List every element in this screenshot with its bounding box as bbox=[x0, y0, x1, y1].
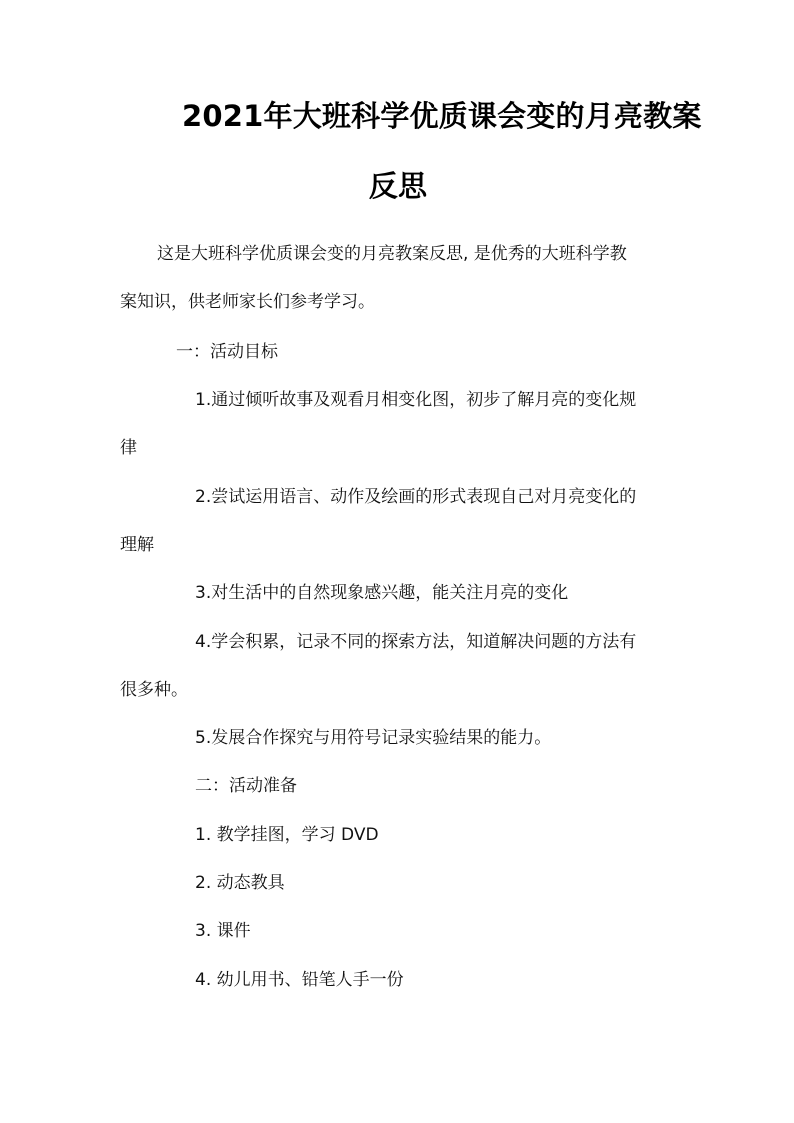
intro-paragraph-line-2: 案知识，供老师家长们参考学习。 bbox=[120, 292, 375, 312]
goal-4-line-1: 4.学会积累，记录不同的探索方法，知道解决问题的方法有 bbox=[195, 632, 637, 652]
goal-1-line-1: 1.通过倾听故事及观看月相变化图，初步了解月亮的变化规 bbox=[195, 390, 637, 410]
goal-2-line-2: 理解 bbox=[120, 535, 154, 555]
goal-3: 3.对生活中的自然现象感兴趣，能关注月亮的变化 bbox=[195, 583, 569, 603]
material-item-4: 4. 幼儿用书、铅笔人手一份 bbox=[195, 970, 404, 990]
section-heading-preparation: 二：活动准备 bbox=[195, 776, 297, 796]
goal-2-line-1: 2.尝试运用语言、动作及绘画的形式表现自己对月亮变化的 bbox=[195, 487, 637, 507]
material-item-1: 1. 教学挂图，学习 DVD bbox=[195, 825, 379, 845]
section-heading-goals: 一：活动目标 bbox=[176, 342, 278, 362]
page-title-line-2: 反思 bbox=[368, 169, 428, 203]
goal-1-line-2: 律 bbox=[120, 438, 137, 458]
material-item-2: 2. 动态教具 bbox=[195, 873, 285, 893]
goal-4-line-2: 很多种。 bbox=[120, 680, 188, 700]
page-title-line-1: 2021年大班科学优质课会变的月亮教案 bbox=[182, 99, 702, 133]
intro-paragraph-line-1: 这是大班科学优质课会变的月亮教案反思, 是优秀的大班科学教 bbox=[157, 244, 627, 264]
goal-5: 5.发展合作探究与用符号记录实验结果的能力。 bbox=[195, 728, 552, 748]
material-item-3: 3. 课件 bbox=[195, 921, 251, 941]
